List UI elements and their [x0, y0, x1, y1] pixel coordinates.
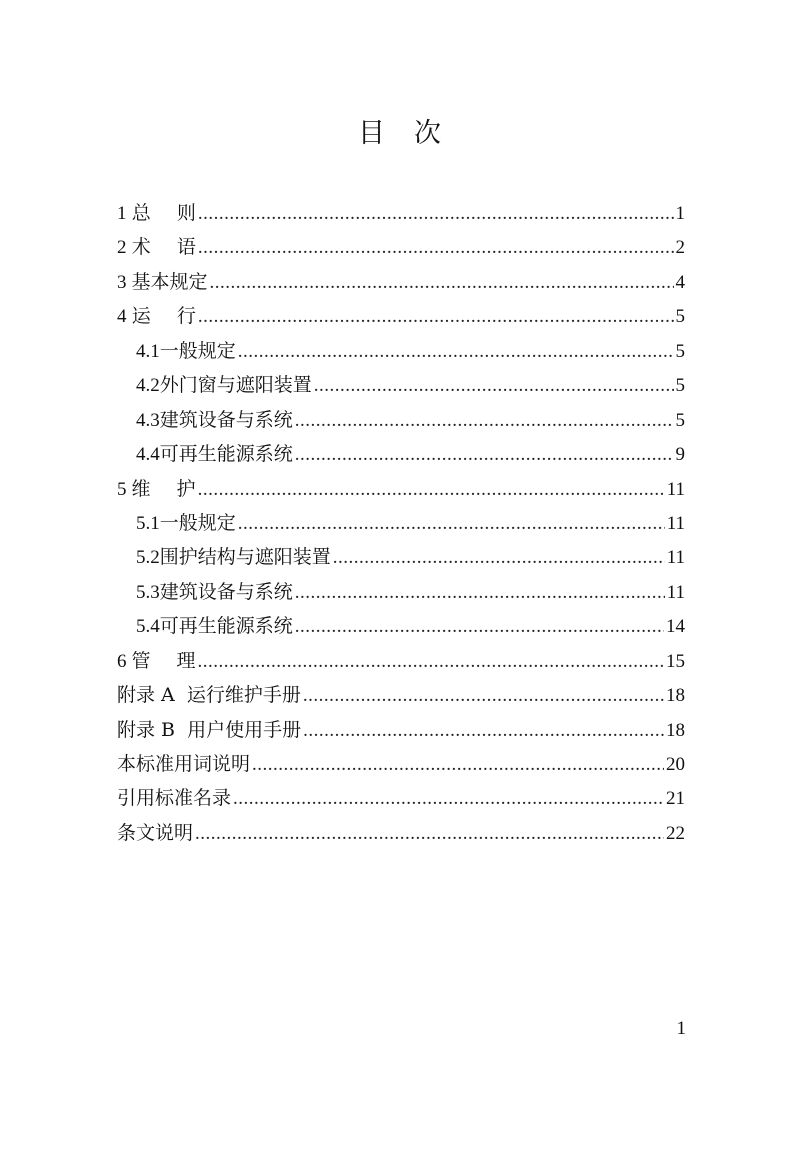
dot-leader [198, 645, 664, 679]
toc-entry-page: 18 [666, 685, 685, 707]
dot-leader [314, 369, 674, 403]
dot-leader [295, 438, 674, 472]
toc-entry-title: 一般规定 [159, 511, 236, 534]
toc-entry-page: 22 [666, 822, 685, 844]
dot-leader [295, 610, 664, 644]
toc-entry-title: 建筑设备与系统 [159, 408, 293, 431]
toc-entry-page: 9 [675, 444, 685, 466]
dot-leader [295, 576, 665, 610]
toc-entry-title: 总 则 [131, 202, 196, 224]
toc-entry-page: 11 [666, 547, 685, 569]
toc-entry-section-4-3[interactable] [117, 403, 685, 437]
dot-leader [198, 197, 674, 231]
toc-entry-page: 21 [666, 788, 685, 810]
toc-entry-title: 维 护 [131, 477, 196, 500]
toc-entry-title: 基本规定 [131, 270, 208, 293]
table-of-contents [117, 196, 685, 850]
toc-entry-section-5-3[interactable] [117, 575, 685, 609]
toc-entry-page: 11 [666, 581, 685, 603]
dot-leader [252, 748, 664, 782]
toc-entry-title: 运 行 [131, 305, 196, 328]
toc-entry-number: 5.1 [136, 512, 160, 534]
toc-entry-page: 4 [675, 271, 685, 293]
toc-entry-number: 2 [117, 237, 127, 259]
toc-entry-page: 1 [675, 203, 685, 224]
toc-entry-chapter-4[interactable] [117, 299, 685, 333]
dot-leader [303, 679, 664, 713]
dot-leader [238, 507, 665, 541]
toc-entry-chapter-3[interactable] [117, 265, 685, 299]
dot-leader [198, 231, 674, 265]
toc-entry-title: 引用标准名录 [117, 787, 232, 810]
toc-entry-page: 5 [675, 375, 685, 397]
toc-entry-number: 5 [117, 478, 127, 500]
toc-entry-title: 一般规定 [159, 339, 236, 362]
dot-leader [238, 335, 674, 369]
dot-leader [333, 541, 665, 575]
toc-entry-title: 建筑设备与系统 [159, 580, 293, 603]
toc-entry-referenced-standards[interactable] [117, 781, 685, 815]
toc-entry-page: 5 [675, 306, 685, 328]
dot-leader [195, 817, 664, 851]
toc-entry-number: 4.1 [136, 340, 160, 362]
toc-entry-section-5-2[interactable] [117, 540, 685, 574]
toc-entry-number: 4.2 [136, 375, 160, 397]
toc-entry-number: 6 [117, 650, 127, 672]
toc-entry-page: 18 [666, 719, 685, 741]
toc-entry-number: 5.4 [136, 616, 160, 638]
toc-entry-appendix-a[interactable] [117, 678, 685, 712]
page-title [0, 114, 800, 154]
dot-leader [295, 404, 674, 438]
toc-entry-chapter-1[interactable] [117, 196, 685, 230]
toc-entry-page: 11 [666, 512, 685, 534]
toc-entry-number: 4.4 [136, 444, 160, 466]
toc-entry-title: 附录 B 用户使用手册 [117, 718, 302, 741]
toc-entry-number: 4.3 [136, 409, 160, 431]
toc-entry-clause-explanation[interactable] [117, 816, 685, 850]
toc-entry-number: 5.2 [136, 547, 160, 569]
toc-entry-section-4-4[interactable] [117, 437, 685, 471]
toc-entry-title: 可再生能源系统 [159, 615, 293, 638]
toc-entry-number: 4 [117, 306, 127, 328]
toc-entry-title: 可再生能源系统 [159, 443, 293, 466]
toc-entry-title: 术 语 [131, 236, 196, 259]
toc-entry-title: 附录 A 运行维护手册 [117, 684, 301, 707]
toc-entry-page: 15 [666, 650, 685, 672]
footer-page-number: 1 [676, 1018, 686, 1039]
dot-leader [209, 266, 673, 300]
dot-leader [303, 714, 664, 748]
toc-entry-page: 2 [675, 237, 685, 259]
toc-entry-title: 本标准用词说明 [117, 753, 251, 775]
toc-entry-chapter-6[interactable] [117, 644, 685, 678]
toc-entry-number: 5.3 [136, 581, 160, 603]
toc-entry-number: 1 [117, 203, 127, 224]
toc-entry-title: 管 理 [131, 649, 196, 672]
title-char-1: 目 [358, 118, 386, 149]
toc-entry-page: 11 [666, 478, 685, 500]
toc-entry-chapter-5[interactable] [117, 472, 685, 506]
toc-entry-page: 20 [666, 754, 685, 775]
dot-leader [198, 473, 665, 507]
toc-entry-number: 3 [117, 271, 127, 293]
toc-entry-page: 14 [666, 616, 685, 638]
title-char-2: 次 [414, 118, 442, 149]
toc-entry-chapter-2[interactable] [117, 230, 685, 264]
toc-entry-section-5-4[interactable] [117, 609, 685, 643]
toc-entry-page: 5 [675, 409, 685, 431]
toc-entry-section-4-2[interactable] [117, 368, 685, 402]
toc-entry-wording-explanation[interactable] [117, 747, 685, 781]
dot-leader [233, 782, 664, 816]
toc-entry-title: 条文说明 [117, 821, 194, 844]
toc-entry-section-4-1[interactable] [117, 334, 685, 368]
dot-leader [198, 300, 674, 334]
toc-entry-title: 围护结构与遮阳装置 [159, 546, 331, 569]
toc-entry-section-5-1[interactable] [117, 506, 685, 540]
toc-entry-title: 外门窗与遮阳装置 [159, 374, 312, 397]
toc-entry-appendix-b[interactable] [117, 713, 685, 747]
toc-entry-page: 5 [675, 340, 685, 362]
